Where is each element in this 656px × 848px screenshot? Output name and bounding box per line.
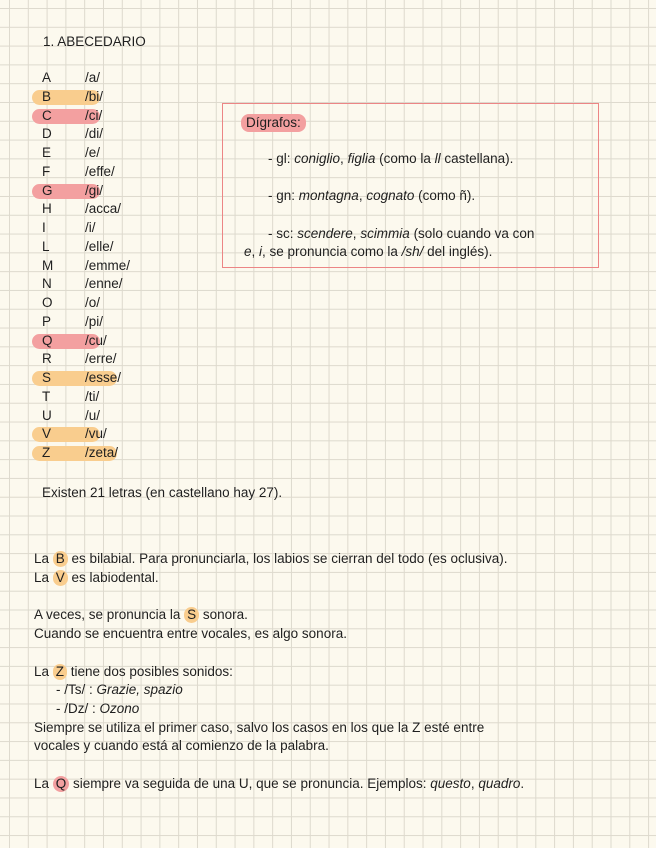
note-v: La V es labiodental. xyxy=(34,570,159,585)
note-z-rule-2: vocales y cuando está al comienzo de la palabra. xyxy=(34,738,329,753)
page-title: 1. ABECEDARIO xyxy=(43,34,146,49)
alphabet-pronunciation: /zeta/ xyxy=(85,445,119,460)
alphabet-letter: L xyxy=(42,238,50,254)
alphabet-letter: Q xyxy=(42,332,53,348)
alphabet-pronunciation: /bi/ xyxy=(85,88,104,104)
alphabet-letter: V xyxy=(42,426,52,442)
alphabet-letter: A xyxy=(42,70,52,85)
alphabet-pronunciation: /vu/ xyxy=(85,426,107,442)
note-z-dz: - /Dz/ : Ozono xyxy=(56,701,140,716)
alphabet-letter: M xyxy=(42,257,54,273)
alphabet-pronunciation: /pi/ xyxy=(85,313,104,329)
alphabet-letter: C xyxy=(42,107,52,123)
alphabet-letter: F xyxy=(42,163,51,179)
note-z-ts: - /Ts/ : Grazie, spazio xyxy=(56,682,183,697)
alphabet-letter: B xyxy=(42,88,52,104)
letter-count-text: Existen 21 letras (en castellano hay 27). xyxy=(42,485,283,500)
alphabet-pronunciation: /esse/ xyxy=(85,370,122,385)
letter-b-highlight: B xyxy=(53,551,68,567)
alphabet-letter: D xyxy=(42,126,52,142)
alphabet-letter: O xyxy=(42,295,53,310)
alphabet-pronunciation: /i/ xyxy=(85,220,96,235)
letter-z-highlight: Z xyxy=(53,664,67,680)
digraph-gl: - gl: coniglio, figlia (como la ll castellana). xyxy=(268,151,514,166)
alphabet-letter: G xyxy=(42,182,53,198)
note-q: La Q siempre va seguida de una U, que se pronuncia. Ejemplos: questo, quadro. xyxy=(34,776,525,791)
alphabet-letter: R xyxy=(42,351,52,367)
alphabet-pronunciation: /emme/ xyxy=(85,257,131,273)
digraphs-title: Dígrafos: xyxy=(241,114,306,132)
note-s-2: Cuando se encuentra entre vocales, es algo sonora. xyxy=(34,626,347,641)
alphabet-pronunciation: /gi/ xyxy=(85,182,104,198)
alphabet-letter: N xyxy=(42,276,52,292)
alphabet-pronunciation: /ti/ xyxy=(85,388,100,404)
alphabet-letter: S xyxy=(42,370,52,385)
alphabet-pronunciation: /o/ xyxy=(85,295,101,310)
alphabet-letter: E xyxy=(42,145,52,160)
digraph-gn: - gn: montagna, cognato (como ñ). xyxy=(268,188,476,203)
digraph-sc: - sc: scendere, scimmia (solo cuando va con xyxy=(268,226,535,241)
alphabet-letter: P xyxy=(42,313,52,329)
alphabet-pronunciation: /acca/ xyxy=(85,201,122,217)
alphabet-letter: I xyxy=(42,220,46,235)
alphabet-pronunciation: /a/ xyxy=(85,70,101,85)
alphabet-pronunciation: /di/ xyxy=(85,126,104,142)
alphabet-pronunciation: /u/ xyxy=(85,407,101,423)
letter-s-highlight: S xyxy=(184,607,199,623)
note-z: La Z tiene dos posibles sonidos: xyxy=(34,664,233,679)
alphabet-pronunciation: /enne/ xyxy=(85,276,123,292)
alphabet-letter: Z xyxy=(42,445,51,460)
alphabet-pronunciation: /elle/ xyxy=(85,238,114,254)
letter-q-highlight: Q xyxy=(53,776,70,792)
alphabet-letter: T xyxy=(42,388,51,404)
note-s: A veces, se pronuncia la S sonora. xyxy=(34,607,248,622)
letter-v-highlight: V xyxy=(53,570,68,586)
alphabet-pronunciation: /erre/ xyxy=(85,351,117,367)
alphabet-pronunciation: /effe/ xyxy=(85,163,115,179)
digraphs-box xyxy=(222,103,599,268)
note-z-rule-1: Siempre se utiliza el primer caso, salvo los casos en los que la Z esté entre xyxy=(34,720,485,735)
alphabet-pronunciation: /cu/ xyxy=(85,332,107,348)
alphabet-letter: H xyxy=(42,201,52,217)
note-b: La B es bilabial. Para pronunciarla, los labios se cierran del todo (es oclusiva). xyxy=(34,551,508,566)
alphabet-letter: U xyxy=(42,407,52,423)
digraph-sc-continued: e, i, se pronuncia como la /sh/ del inglés). xyxy=(244,244,493,259)
alphabet-pronunciation: /e/ xyxy=(85,145,101,160)
alphabet-pronunciation: /ci/ xyxy=(85,107,103,123)
